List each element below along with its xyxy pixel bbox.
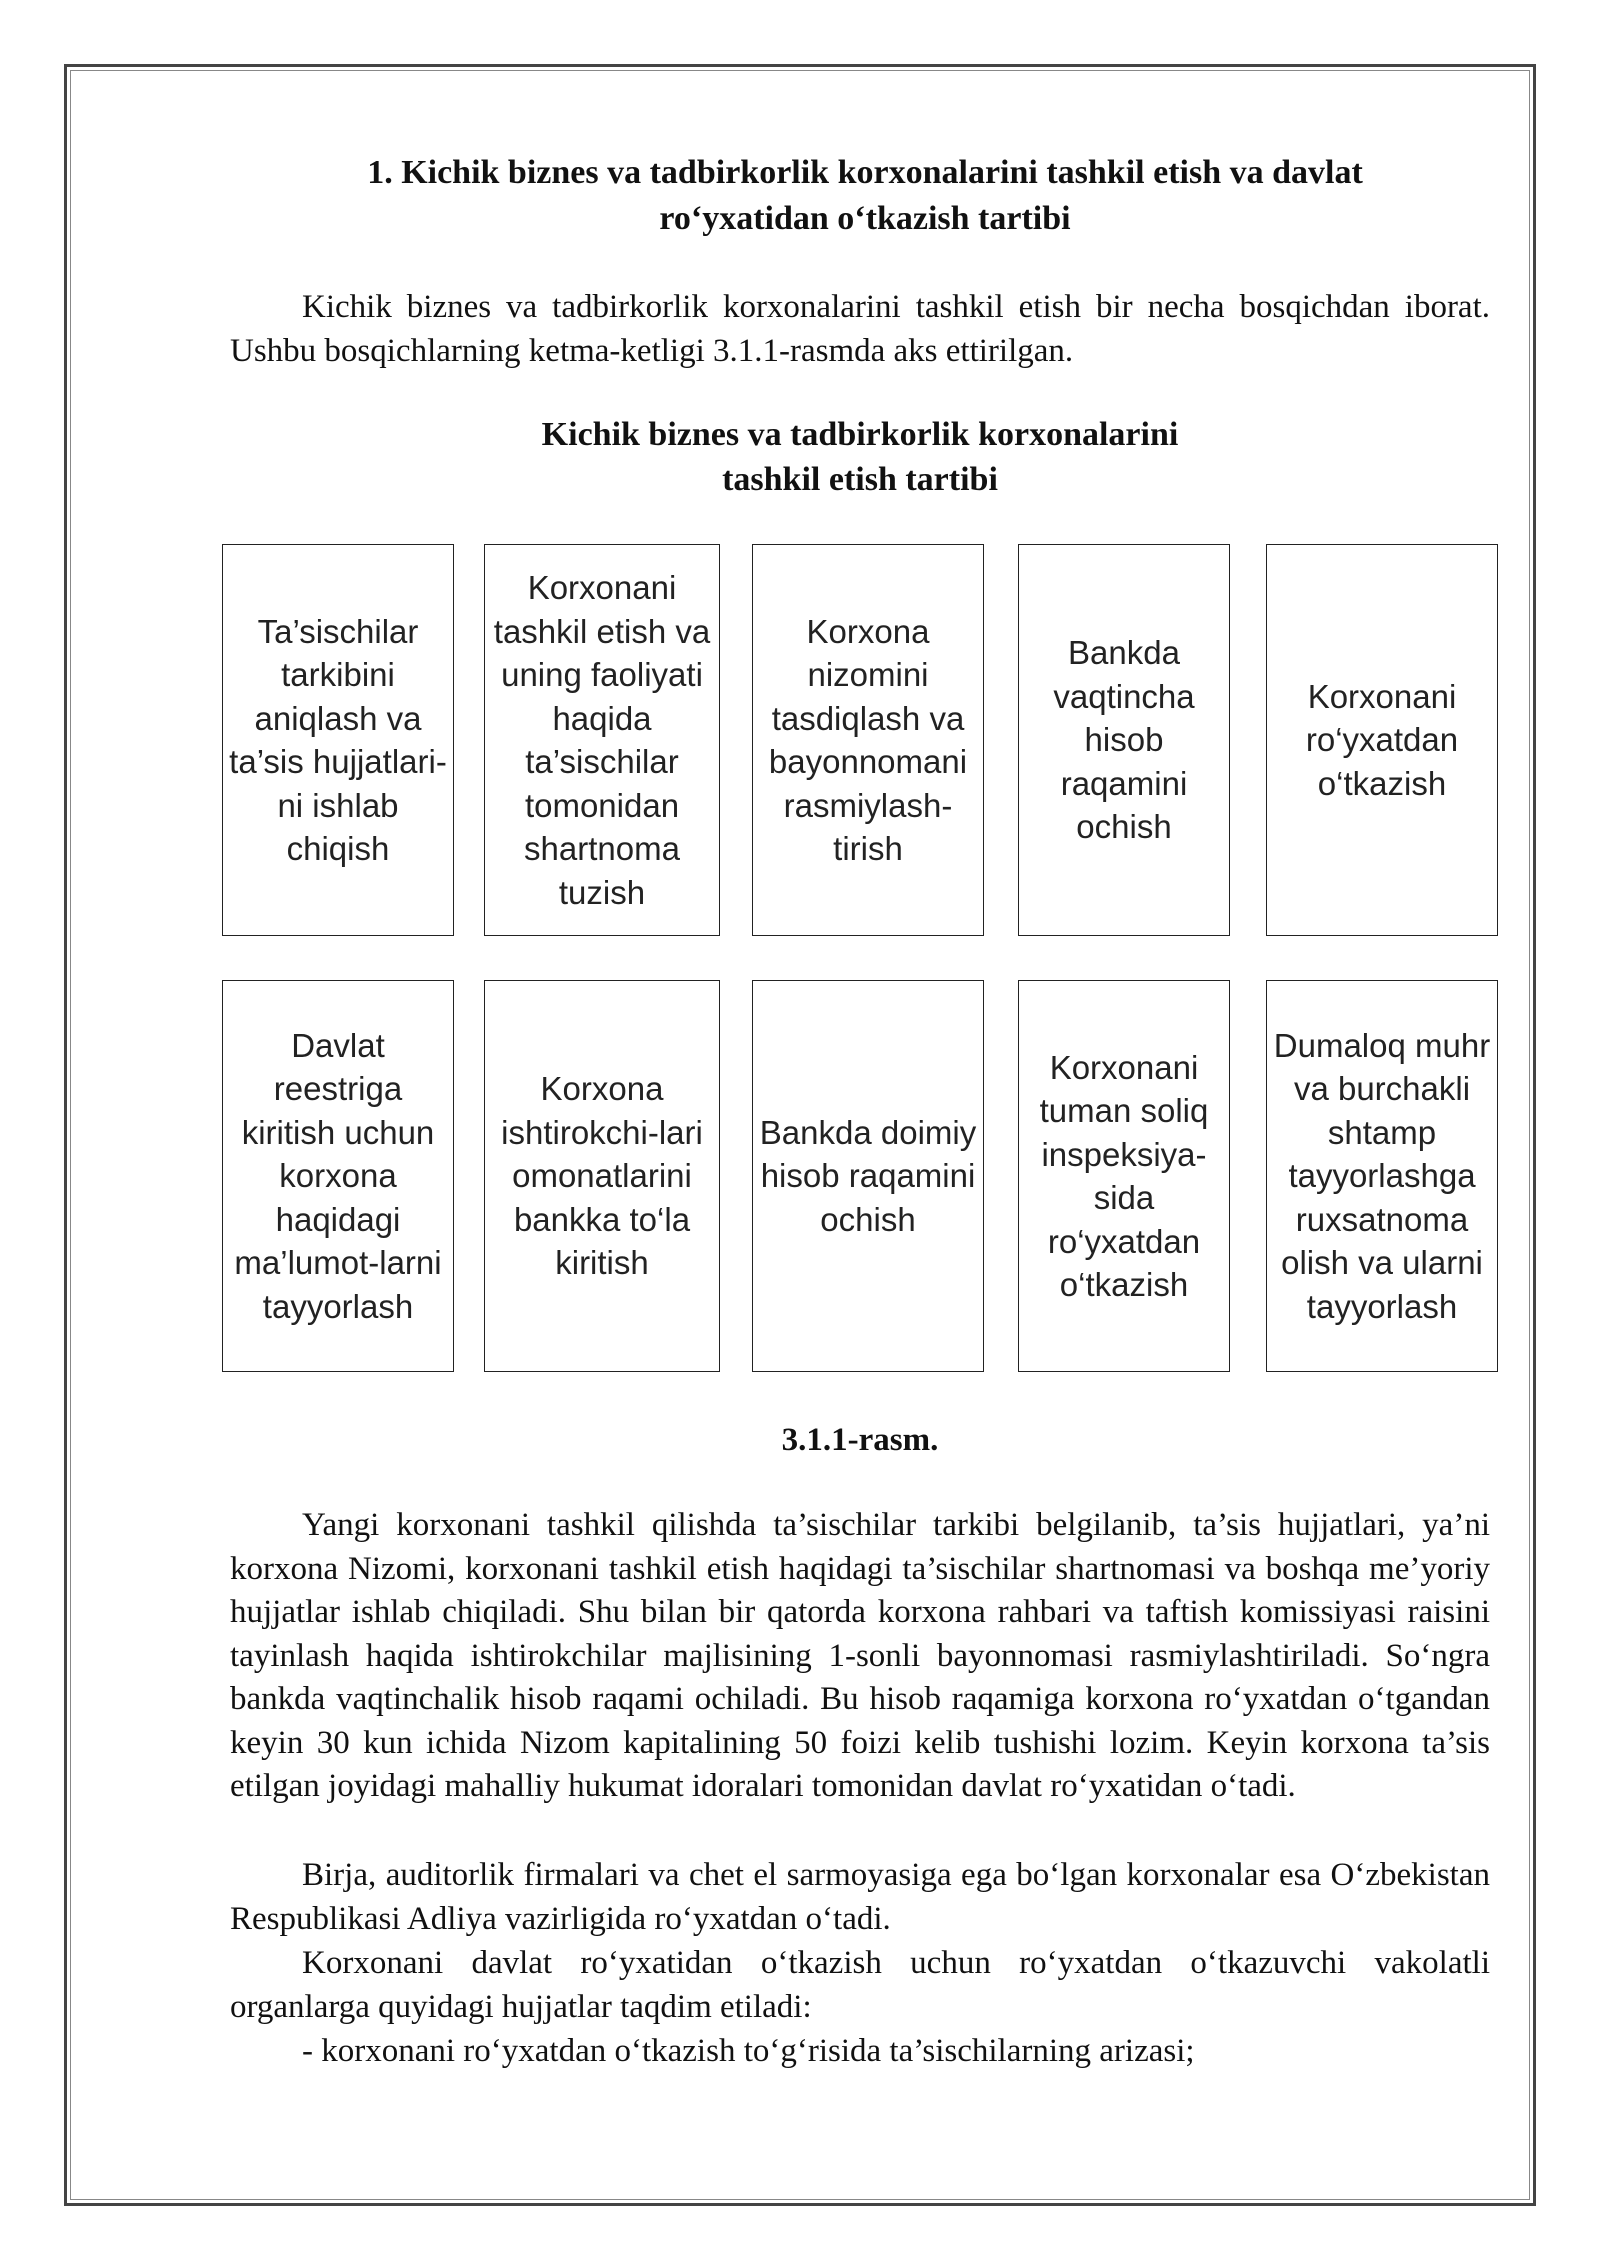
step-box: [1018, 544, 1230, 936]
step-label: Bankda vaqtincha hisob raqamini ochish: [1053, 634, 1195, 846]
figure-title: [230, 412, 1490, 502]
heading-line-1: 1. Kichik biznes va tadbirkorlik korxonalarini tashkil etish va davlat: [367, 154, 1363, 191]
step-box: [1266, 544, 1498, 936]
step-label: Dumaloq muhr va burchakli shtamp tayyorlashga ruxsatnoma olish va ularni tayyorlash: [1273, 1026, 1491, 1325]
step-box: [752, 980, 984, 1372]
list-item-text: - korxonani ro‘yxatdan o‘tkazish to‘g‘risida ta’sischilarning arizasi;: [302, 2033, 1195, 2069]
figure-title-line-2: tashkil etish tartibi: [722, 461, 998, 498]
body-paragraph-3: [230, 1942, 1490, 2029]
body-paragraph-2: [230, 1854, 1490, 1941]
step-box: [484, 980, 720, 1372]
figure-caption: 3.1.1-rasm.: [781, 1422, 939, 1458]
step-box: [222, 544, 454, 936]
intro-text: Kichik biznes va tadbirkorlik korxonalarini tashkil etish bir necha bosqichdan iborat. Ushbu bosqichlarning ketma-ketligi 3.1.1-rasmda aks ettirilgan.: [230, 289, 1490, 369]
step-box: [484, 544, 720, 936]
step-label: Bankda doimiy hisob raqamini ochish: [759, 1113, 977, 1238]
figure-title-line-1: Kichik biznes va tadbirkorlik korxonalarini: [541, 416, 1179, 453]
step-label: Korxonani tashkil etish va uning faoliyati haqida ta’sischilar tomonidan shartnoma tuzish: [493, 569, 711, 911]
step-box: [1266, 980, 1498, 1372]
step-label: Korxonani tuman soliq inspeksiya-sida ro‘yxatdan o‘tkazish: [1039, 1048, 1209, 1303]
body-text: Birja, auditorlik firmalari va chet el sarmoyasiga ega bo‘lgan korxonalar esa O‘zbekistan Respublikasi Adliya vazirligida ro‘yxatdan o‘tadi.: [230, 1857, 1490, 1937]
step-box: [1018, 980, 1230, 1372]
step-label: Korxona nizomini tasdiqlash va bayonnomani rasmiylash-tirish: [768, 612, 968, 867]
step-box: [752, 544, 984, 936]
step-label: Korxona ishtirokchi-lari omonatlarini bankka to‘la kiritish: [501, 1070, 703, 1282]
body-text: Korxonani davlat ro‘yxatidan o‘tkazish uchun ro‘yxatdan o‘tkazuvchi vakolatli organlarga quyidagi hujjatlar taqdim etiladi:: [230, 1945, 1490, 2025]
step-label: Davlat reestriga kiritish uchun korxona haqidagi ma’lumot-larni tayyorlash: [234, 1026, 442, 1325]
heading-line-2: ro‘yxatidan o‘tkazish tartibi: [659, 200, 1071, 237]
body-text: Yangi korxonani tashkil qilishda ta’sischilar tarkibi belgilanib, ta’sis hujjatlari, ya’ni korxona Nizomi, korxonani tashkil etish haqidagi ta’sischilar shartnomasi va boshqa me’yoriy hujjatlar ishlab chiqiladi. Shu bilan bir qatorda korxona rahbari va taftish komissiyasi raisini tayinlash haqida ishtirokchilar majlisining 1-sonli bayonnomasi rasmiylashtiriladi. So‘ngra bankda vaqtinchalik hisob raqami ochiladi. Bu hisob raqamiga korxona ro‘yxatdan o‘tgandan keyin 30 kun ichida Nizom kapitalining 50 foizi kelib tushishi lozim. Keyin korxona ta’sis etilgan joyidagi mahalliy hukumat idoralari tomonidan davlat ro‘yxatidan o‘tadi.: [230, 1507, 1490, 1804]
step-label: Korxonani ro‘yxatdan o‘tkazish: [1305, 677, 1459, 802]
step-label: Ta’sischilar tarkibini aniqlash va ta’sis hujjatlari-ni ishlab chiqish: [229, 612, 447, 867]
body-paragraph-1: [230, 1504, 1490, 1809]
step-box: [222, 980, 454, 1372]
list-item: [230, 2030, 1490, 2074]
intro-paragraph: [230, 286, 1490, 373]
section-heading: [230, 150, 1500, 242]
